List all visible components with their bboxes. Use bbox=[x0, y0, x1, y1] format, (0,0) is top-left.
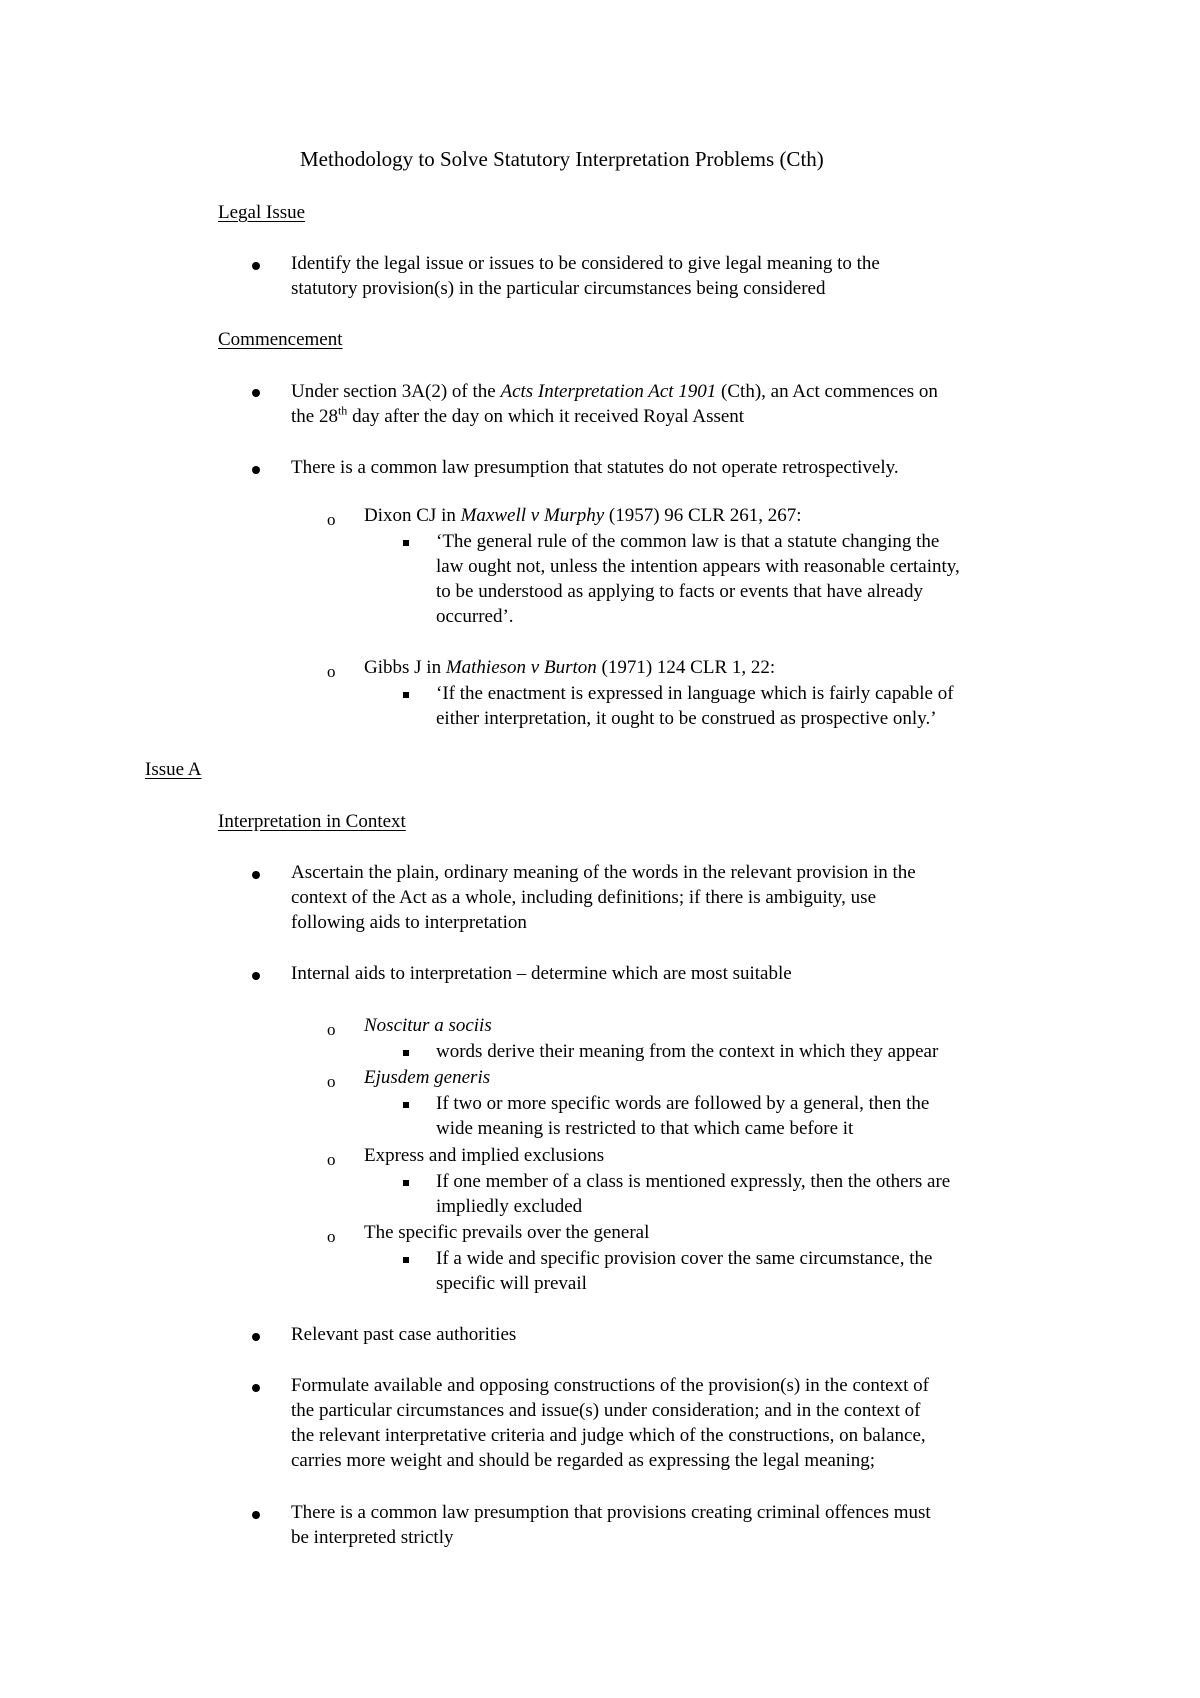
aid-specific-general-desc-1: If a wide and specific provision cover the same circumstance, the bbox=[436, 1248, 933, 1269]
square-bullet-icon bbox=[403, 1102, 409, 1108]
aid-express-implied: Express and implied exclusions bbox=[364, 1145, 605, 1166]
circle-bullet-icon: o bbox=[327, 1072, 336, 1091]
aid-express-implied-desc-2: impliedly excluded bbox=[436, 1196, 583, 1217]
formulate-line-3: the relevant interpretative criteria and judge which of the constructions, on balance, bbox=[291, 1425, 926, 1446]
past-case-authorities: Relevant past case authorities bbox=[291, 1324, 517, 1345]
aid-specific-general-desc-2: specific will prevail bbox=[436, 1273, 587, 1294]
bullet-icon bbox=[252, 466, 260, 474]
aid-ejusdem-desc-1: If two or more specific words are followed by a general, then the bbox=[436, 1093, 930, 1114]
bullet-icon bbox=[252, 1333, 260, 1341]
circle-bullet-icon: o bbox=[327, 1150, 336, 1169]
criminal-presumption-line-2: be interpreted strictly bbox=[291, 1527, 454, 1548]
plain-meaning-line-1: Ascertain the plain, ordinary meaning of the words in the relevant provision in the bbox=[291, 862, 916, 883]
maxwell-quote-line-3: to be understood as applying to facts or events that have already bbox=[436, 581, 923, 602]
commencement-line-2: the 28th day after the day on which it received Royal Assent bbox=[291, 403, 745, 427]
maxwell-quote-line-4: occurred’. bbox=[436, 606, 514, 627]
legal-issue-line-1: Identify the legal issue or issues to be considered to give legal meaning to the bbox=[291, 253, 880, 274]
maxwell-quote-line-2: law ought not, unless the intention appears with reasonable certainty, bbox=[436, 556, 960, 577]
interpretation-context-heading: Interpretation in Context bbox=[218, 811, 406, 832]
bullet-icon bbox=[252, 1511, 260, 1519]
commencement-line-1: Under section 3A(2) of the Acts Interpretation Act 1901 (Cth), an Act commences on bbox=[291, 381, 938, 402]
bullet-icon bbox=[252, 1384, 260, 1392]
formulate-line-4: carries more weight and should be regarded as expressing the legal meaning; bbox=[291, 1450, 876, 1471]
commencement-heading: Commencement bbox=[218, 329, 343, 350]
legal-issue-line-2: statutory provision(s) in the particular circumstances being considered bbox=[291, 278, 826, 299]
circle-bullet-icon: o bbox=[327, 510, 336, 529]
plain-meaning-line-3: following aids to interpretation bbox=[291, 912, 527, 933]
formulate-line-1: Formulate available and opposing constructions of the provision(s) in the context of bbox=[291, 1375, 929, 1396]
square-bullet-icon bbox=[403, 692, 409, 698]
page-title: Methodology to Solve Statutory Interpretation Problems (Cth) bbox=[300, 147, 824, 171]
aid-noscitur-desc: words derive their meaning from the context in which they appear bbox=[436, 1041, 939, 1062]
aid-noscitur: Noscitur a sociis bbox=[364, 1015, 492, 1036]
internal-aids: Internal aids to interpretation – determine which are most suitable bbox=[291, 963, 792, 984]
mathieson-quote-line-1: ‘If the enactment is expressed in language which is fairly capable of bbox=[436, 683, 954, 704]
square-bullet-icon bbox=[403, 1180, 409, 1186]
mathieson-quote-line-2: either interpretation, it ought to be construed as prospective only.’ bbox=[436, 708, 937, 729]
aid-ejusdem-desc-2: wide meaning is restricted to that which came before it bbox=[436, 1118, 854, 1139]
circle-bullet-icon: o bbox=[327, 1020, 336, 1039]
aid-ejusdem: Ejusdem generis bbox=[364, 1067, 491, 1088]
plain-meaning-line-2: context of the Act as a whole, including definitions; if there is ambiguity, use bbox=[291, 887, 877, 908]
mathieson-citation: Gibbs J in Mathieson v Burton (1971) 124 CLR 1, 22: bbox=[364, 657, 776, 678]
maxwell-citation: Dixon CJ in Maxwell v Murphy (1957) 96 CLR 261, 267: bbox=[364, 505, 802, 526]
legal-issue-heading: Legal Issue bbox=[218, 202, 306, 223]
retrospective-presumption: There is a common law presumption that statutes do not operate retrospectively. bbox=[291, 457, 899, 478]
bullet-icon bbox=[252, 871, 260, 879]
aid-specific-general: The specific prevails over the general bbox=[364, 1222, 650, 1243]
maxwell-quote-line-1: ‘The general rule of the common law is that a statute changing the bbox=[436, 531, 940, 552]
circle-bullet-icon: o bbox=[327, 662, 336, 681]
formulate-line-2: the particular circumstances and issue(s) under consideration; and in the context of bbox=[291, 1400, 921, 1421]
square-bullet-icon bbox=[403, 1050, 409, 1056]
criminal-presumption-line-1: There is a common law presumption that provisions creating criminal offences must bbox=[291, 1502, 931, 1523]
square-bullet-icon bbox=[403, 540, 409, 546]
bullet-icon bbox=[252, 389, 260, 397]
circle-bullet-icon: o bbox=[327, 1227, 336, 1246]
aid-express-implied-desc-1: If one member of a class is mentioned expressly, then the others are bbox=[436, 1171, 951, 1192]
bullet-icon bbox=[252, 972, 260, 980]
issue-a-heading: Issue A bbox=[145, 759, 202, 780]
bullet-icon bbox=[252, 262, 260, 270]
square-bullet-icon bbox=[403, 1257, 409, 1263]
